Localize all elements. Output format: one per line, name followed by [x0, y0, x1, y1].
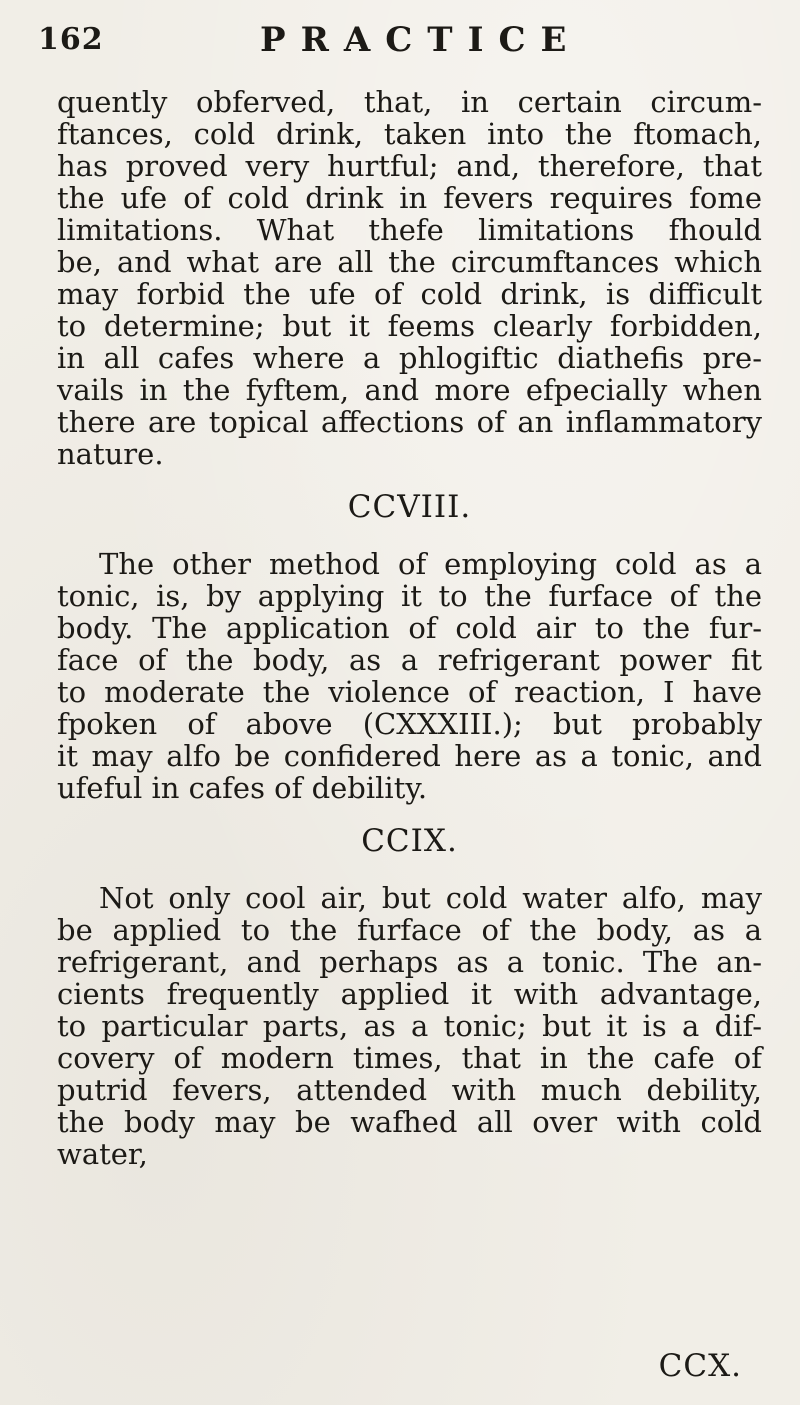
- catchword: CCX.: [658, 1348, 742, 1384]
- text-line: in all cafes where a phlogiftic diathefis pre-: [57, 341, 762, 375]
- text-line: fpoken of above (CXXXIII.); but probably: [57, 707, 762, 741]
- text-line: putrid fevers, attended with much debility,: [57, 1073, 762, 1107]
- text-line: ufeful in cafes of debility.: [57, 771, 428, 805]
- text-line: vails in the fyftem, and more efpecially when: [57, 373, 762, 407]
- page-number: 162: [38, 22, 104, 57]
- text-line: face of the body, as a refrigerant power fit: [57, 643, 762, 677]
- paragraph-continued: [57, 86, 762, 470]
- text-line: refrigerant, and perhaps as a tonic. The an-: [57, 945, 762, 979]
- page-header: [38, 18, 758, 68]
- text-line: water,: [57, 1137, 148, 1171]
- running-head: PRACTICE: [260, 20, 582, 60]
- text-line: the body may be wafhed all over with cold: [57, 1105, 762, 1139]
- text-line: may forbid the ufe of cold drink, is difficult: [57, 277, 762, 311]
- text-line: Not only cool air, but cold water alfo, may: [99, 881, 762, 915]
- paragraph-ccviii: [57, 548, 762, 804]
- text-line: to moderate the violence of reaction, I have: [57, 675, 762, 709]
- text-line: covery of modern times, that in the cafe of: [57, 1041, 762, 1075]
- text-line: ftances, cold drink, taken into the ftomach,: [57, 117, 762, 151]
- text-line: nature.: [57, 437, 164, 471]
- text-line: there are topical affections of an inflammatory: [57, 405, 762, 439]
- text-line: cients frequently applied it with advantage,: [57, 977, 762, 1011]
- text-line: limitations. What thefe limitations fhould: [57, 213, 762, 247]
- section-heading-ccix: CCIX.: [361, 823, 458, 859]
- text-line: tonic, is, by applying it to the furface of the: [57, 579, 762, 613]
- text-line: has proved very hurtful; and, therefore, that: [57, 149, 762, 183]
- text-line: body. The application of cold air to the fur-: [57, 611, 762, 645]
- body-text: [57, 86, 762, 1170]
- text-line: quently obferved, that, in certain circum-: [57, 85, 762, 119]
- text-line: to particular parts, as a tonic; but it is a dif-: [57, 1009, 762, 1043]
- text-line: it may alfo be confidered here as a tonic, and: [57, 739, 762, 773]
- text-line: The other method of employing cold as a: [99, 547, 762, 581]
- paragraph-ccix: [57, 882, 762, 1170]
- text-line: be, and what are all the circumftances which: [57, 245, 762, 279]
- text-line: to determine; but it feems clearly forbidden,: [57, 309, 762, 343]
- section-heading-ccviii: CCVIII.: [347, 489, 472, 525]
- text-line: be applied to the furface of the body, as a: [57, 913, 762, 947]
- text-line: the ufe of cold drink in fevers requires fome: [57, 181, 762, 215]
